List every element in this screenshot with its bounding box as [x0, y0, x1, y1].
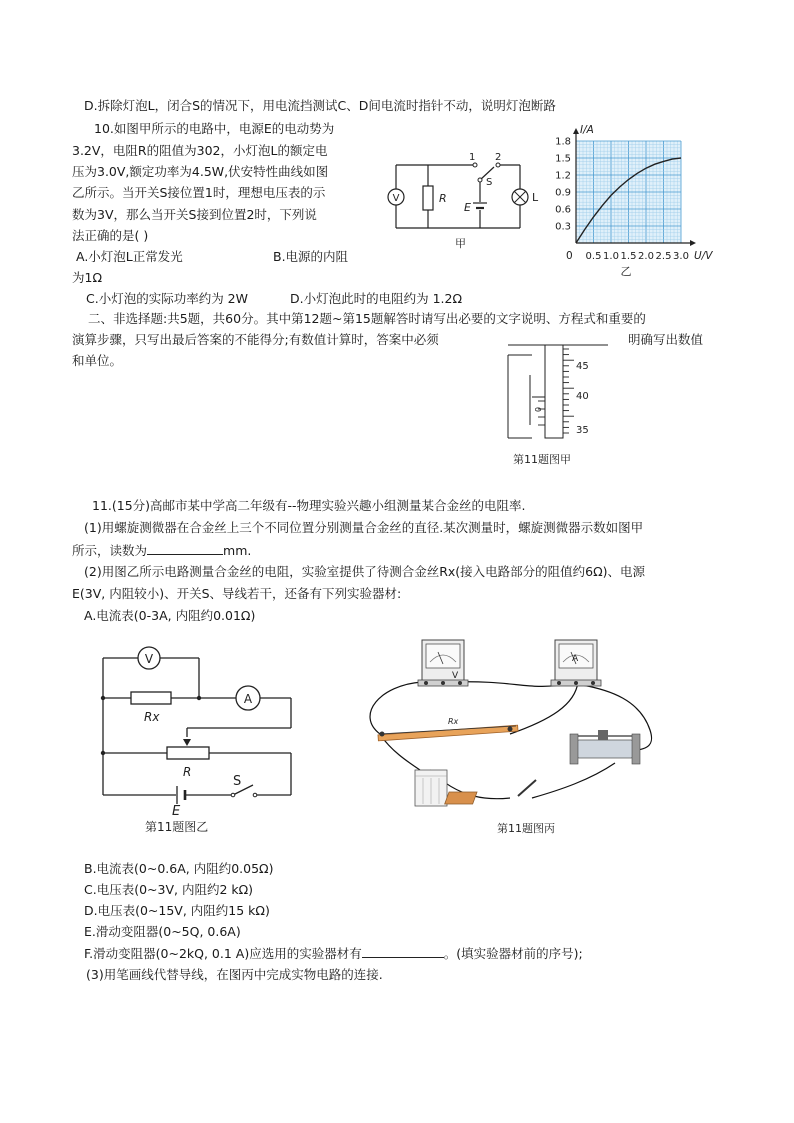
label-e: E [464, 201, 471, 214]
figure-caption-yi-chart: 乙 [620, 265, 632, 278]
q10-stem-line-1: 10.如图甲所示的电路中，电源E的电动势为 [94, 121, 335, 136]
label-a-device: A [572, 654, 579, 664]
ammeter-device [551, 640, 601, 686]
q10-option-b: B.电源的内阻 [273, 249, 349, 264]
q11-item-f-a: F.滑动变阻器(0~2kQ, 0.1 A)应选用的实验器材有 [84, 946, 362, 961]
x-axis-arrow [690, 240, 696, 246]
y-tick-label: 1.2 [555, 170, 571, 182]
label-rx-device: Rx [448, 717, 459, 726]
answer-blank-equipment[interactable] [362, 944, 444, 958]
rheostat-device [570, 730, 640, 764]
q10-stem-line-3: 压为3.0V,额定功率为4.5W,伏安特性曲线如图 [72, 164, 329, 179]
answer-blank-reading[interactable] [147, 541, 223, 555]
y-axis-arrow [573, 128, 579, 134]
circuit-diagram-jia [380, 150, 550, 250]
label-r: R [183, 765, 192, 779]
rheostat-icon [167, 747, 209, 759]
x-tick-label: 1.5 [620, 251, 637, 262]
resistance-wire-board [378, 717, 518, 741]
label-1: 1 [469, 152, 476, 163]
figure-caption-yi: 第11题图乙 [145, 820, 209, 834]
figure-caption-jia: 甲 [455, 237, 466, 250]
section2-line-2b: 明确写出数值 [628, 332, 704, 347]
label-e: E [172, 804, 181, 819]
contact-1 [473, 163, 477, 167]
label-a: A [243, 692, 253, 706]
scale-0: 0 [534, 406, 543, 412]
y-tick-label: 0.6 [555, 204, 571, 216]
q11-item-e: E.滑动变阻器(0~5Q, 0.6A) [84, 924, 241, 939]
scale-45: 45 [576, 361, 589, 372]
resistor-icon [423, 186, 433, 210]
label-r: R [439, 192, 447, 205]
q11-item-f [84, 944, 583, 963]
y-tick-label: 1.8 [555, 136, 571, 148]
battery-device [415, 770, 447, 806]
label-rx: Rx [144, 710, 160, 724]
circuit-diagram-yi [95, 640, 305, 840]
q11-p1-line-2b: mm. [223, 543, 252, 558]
x-tick-label: 2.0 [638, 251, 654, 262]
q10-stem-line-2: 3.2V，电阻R的阻值为302，小灯泡L的额定电 [72, 143, 328, 158]
x-tick-label: 3.0 [673, 251, 689, 262]
label-v: V [144, 652, 154, 666]
contact-2 [496, 163, 500, 167]
figure-caption-bing: 第11题图丙 [497, 822, 555, 835]
q11-item-c: C.电压表(0~3V, 内阻约2 kΩ) [84, 882, 254, 897]
physical-circuit-bing [360, 630, 670, 840]
q11-p3: (3)用笔画线代替导线，在图丙中完成实物电路的连接. [86, 967, 383, 982]
x-axis-label: U/V [694, 250, 713, 262]
micrometer-figure [490, 335, 620, 470]
iu-chart [540, 120, 730, 280]
resistor-rx-icon [131, 692, 171, 704]
section2-line-1: 二、非选择题:共5题，共60分。其中第12题~第15题解答时请写出必要的文字说明、方程式和重要的 [88, 311, 646, 326]
x-tick-label: 1.0 [603, 251, 619, 262]
y-axis-label: I/A [580, 124, 594, 136]
q11-item-d: D.电压表(0~15V, 内阻约15 kΩ) [84, 903, 270, 918]
x-tick-label: 0.5 [585, 251, 602, 262]
q10-option-a: A.小灯泡L正常发光 [76, 249, 183, 264]
q11-p2-line-2: E(3V, 内阻较小)、开关S、导线若干，还备有下列实验器材: [72, 586, 402, 601]
scale-40: 40 [576, 391, 589, 402]
label-l: L [532, 191, 539, 204]
label-2: 2 [495, 152, 502, 163]
q11-p2-line-1: (2)用图乙所示电路测量合金丝的电阻，实验室提供了待测合金丝Rx(接入电路部分的阻值约6Ω)、电源 [84, 564, 646, 579]
q10-option-d: D.小灯泡此时的电阻约为 1.2Ω [290, 291, 463, 306]
q9-option-d: D.拆除灯泡L，闭合S的情况下，用电流挡测试C、D间电流时指针不动，说明灯泡断路 [84, 98, 556, 113]
q11-line-1: 11.(15分)高邮市某中学高二年级有--物理实验兴趣小组测量某合金丝的电阻率. [92, 498, 526, 513]
x-tick-label: 2.5 [655, 251, 672, 262]
q11-p1-line-2 [72, 541, 251, 560]
slider-arrow-icon [183, 739, 191, 746]
section2-line-3: 和单位。 [72, 353, 123, 368]
y-tick-label: 1.5 [555, 153, 571, 165]
q10-stem-line-6: 法正确的是( ) [72, 228, 149, 243]
voltmeter-device [418, 640, 468, 686]
q10-option-b-cont: 为1Ω [72, 270, 103, 285]
q11-p1-line-2a: 所示，读数为 [72, 543, 148, 558]
label-v-device: V [452, 671, 459, 681]
figure-caption-micrometer: 第11题图甲 [513, 453, 571, 466]
q11-item-f-b: 。(填实验器材前的序号); [443, 946, 583, 961]
label-s: S [486, 177, 493, 188]
origin-label: 0 [566, 250, 573, 262]
y-tick-label: 0.9 [555, 187, 571, 199]
q10-option-c: C.小灯泡的实际功率约为 2W [86, 291, 248, 306]
q10-stem-line-4: 乙所示。当开关S接位置1时，理想电压表的示 [72, 185, 326, 200]
q11-item-a: A.电流表(0-3A, 内阻约0.01Ω) [84, 608, 256, 623]
scale-35: 35 [576, 425, 589, 436]
q11-item-b: B.电流表(0~0.6A, 内阻约0.05Ω) [84, 861, 274, 876]
knife-switch-device [445, 780, 536, 804]
label-s: S [233, 774, 242, 789]
q10-stem-line-5: 数为3V，那么当开关S接到位置2时，下列说 [72, 207, 317, 222]
q11-p1-line-1: (1)用螺旋测微器在合金丝上三个不同位置分别测量合金丝的直径.某次测量时，螺旋测微器示数如图甲 [84, 520, 644, 535]
y-tick-label: 0.3 [555, 221, 571, 233]
section2-line-2a: 演算步骤，只写出最后答案的不能得分;有数值计算时，答案中必须 [72, 332, 439, 347]
label-v: V [392, 193, 400, 204]
